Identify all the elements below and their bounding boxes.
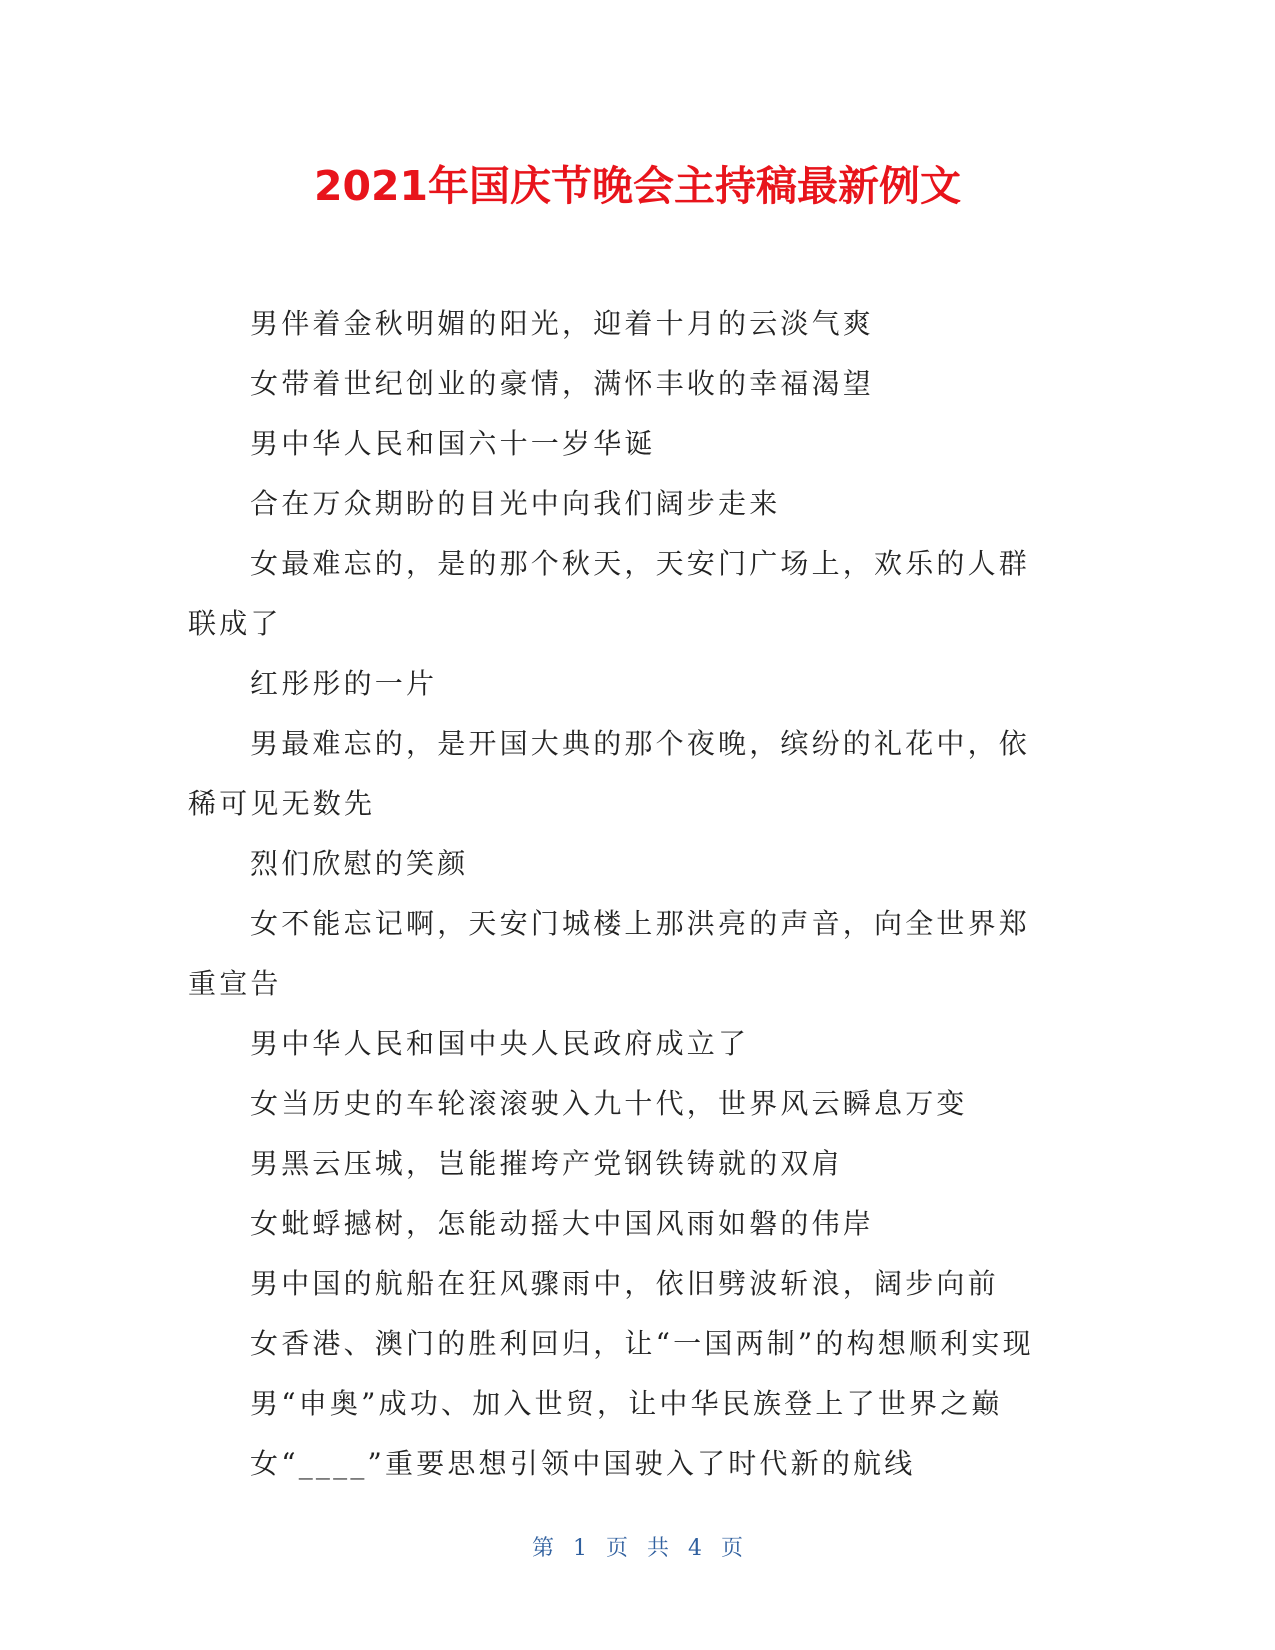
paragraph: 合在万众期盼的目光中向我们阔步走来 — [250, 487, 781, 520]
paragraph: 女香港、澳门的胜利回归，让“一国两制”的构想顺利实现 — [250, 1327, 1034, 1360]
paragraph: 男中国的航船在狂风骤雨中，依旧劈波斩浪，阔步向前 — [250, 1267, 999, 1300]
paragraph: 女最难忘的，是的那个秋天，天安门广场上，欢乐的人群联成了 — [188, 547, 1031, 640]
paragraph: 烈们欣慰的笑颜 — [250, 847, 469, 880]
paragraph: 女“____”重要思想引领中国驶入了时代新的航线 — [250, 1447, 916, 1480]
footer-page-label: 第 — [531, 1536, 554, 1561]
document-body — [188, 294, 1058, 1494]
paragraph: 女当历史的车轮滚滚驶入九十代，世界风云瞬息万变 — [250, 1087, 968, 1120]
paragraph: 红彤彤的一片 — [250, 667, 438, 700]
paragraph: 女蚍蜉撼树，怎能动摇大中国风雨如磐的伟岸 — [250, 1207, 875, 1240]
footer-total-unit: 页 — [721, 1536, 744, 1561]
paragraph: 男“申奥”成功、加入世贸，让中华民族登上了世界之巅 — [250, 1387, 1003, 1420]
paragraph: 男黑云压城，岂能摧垮产党钢铁铸就的双肩 — [250, 1147, 843, 1180]
document-title: 2021年国庆节晚会主持稿最新例文 — [313, 162, 962, 210]
footer-current-page: 1 — [572, 1536, 587, 1561]
paragraph: 男最难忘的，是开国大典的那个夜晚，缤纷的礼花中，依稀可见无数先 — [188, 727, 1031, 820]
footer-total-label: 共 — [647, 1536, 670, 1561]
page-number-footer — [0, 1534, 1275, 1564]
paragraph: 女不能忘记啊，天安门城楼上那洪亮的声音，向全世界郑重宣告 — [188, 907, 1031, 1000]
footer-page-unit: 页 — [605, 1536, 628, 1561]
paragraph: 男中华人民和国中央人民政府成立了 — [250, 1027, 750, 1060]
footer-total-pages: 4 — [688, 1536, 703, 1561]
paragraph: 男中华人民和国六十一岁华诞 — [250, 427, 656, 460]
paragraph: 男伴着金秋明媚的阳光，迎着十月的云淡气爽 — [250, 307, 875, 340]
paragraph: 女带着世纪创业的豪情，满怀丰收的幸福渴望 — [250, 367, 875, 400]
